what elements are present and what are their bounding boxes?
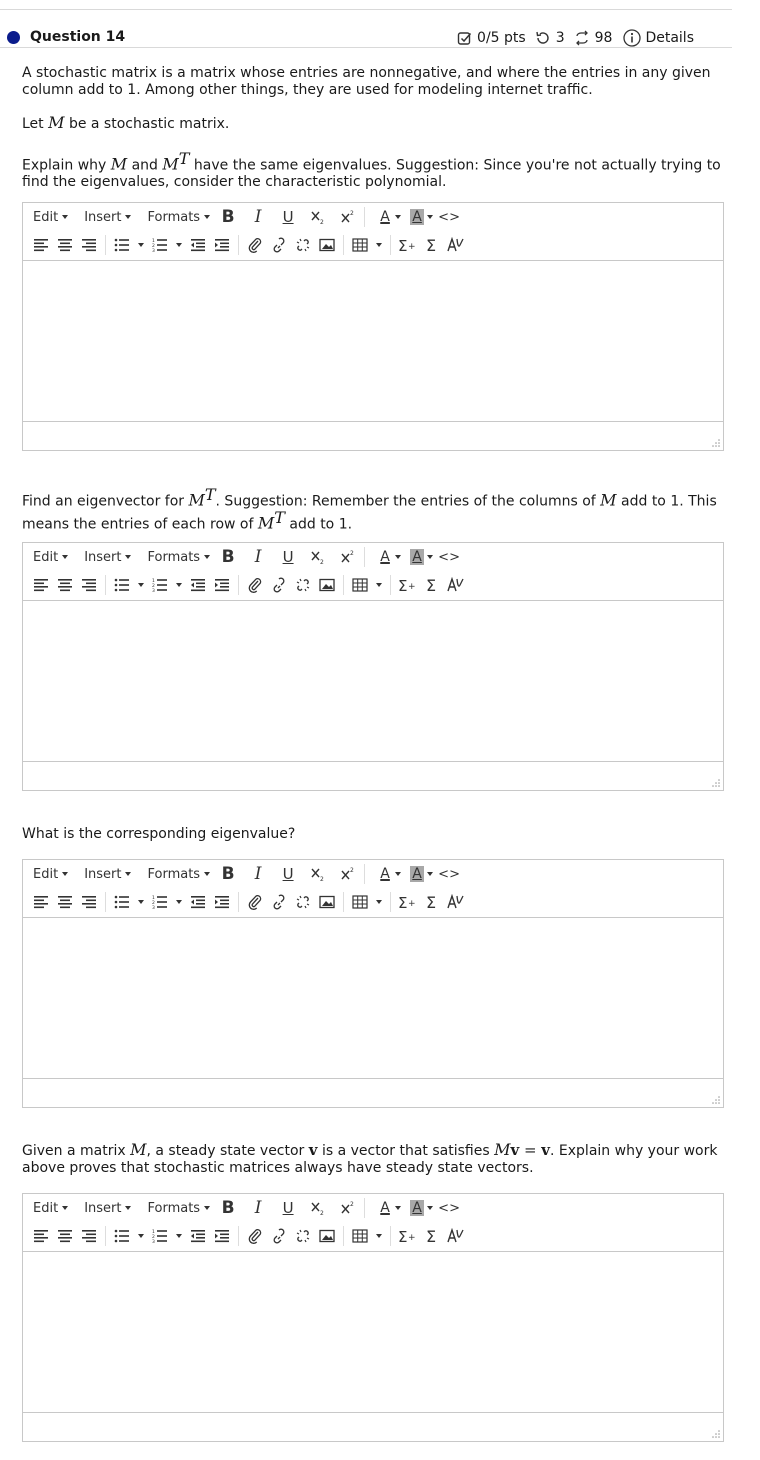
answer-editor-3 xyxy=(22,859,724,1108)
image-icon xyxy=(319,578,335,592)
math-m: M xyxy=(48,113,65,132)
math-m: M xyxy=(130,1140,147,1159)
answer-editor-4 xyxy=(22,1193,724,1442)
part3-text: What is the corresponding eigenvalue? xyxy=(22,826,296,842)
bullet-list-icon xyxy=(114,1229,130,1243)
source-code-button[interactable]: <> xyxy=(438,866,460,882)
image-button[interactable] xyxy=(315,233,339,257)
subscript-icon xyxy=(310,1200,326,1216)
numbered-list-button[interactable] xyxy=(148,233,172,257)
attachment-button[interactable] xyxy=(243,890,267,914)
svg-text:1: 1 xyxy=(152,1230,155,1235)
unlink-icon xyxy=(295,1228,311,1244)
paperclip-icon xyxy=(247,894,263,910)
svg-text:Σ: Σ xyxy=(398,1228,408,1244)
part3-prompt xyxy=(22,826,726,843)
font-color-button[interactable]: A xyxy=(380,866,390,882)
svg-text:1: 1 xyxy=(152,239,155,244)
indent-icon xyxy=(214,578,230,592)
editor-content[interactable] xyxy=(23,1252,723,1412)
math-v: v xyxy=(510,1141,520,1159)
score-text: 0/5 pts xyxy=(477,30,526,46)
background-color-button[interactable] xyxy=(405,545,429,569)
resize-handle-icon[interactable] xyxy=(711,1095,721,1105)
editor-statusbar xyxy=(23,1412,723,1441)
table-button[interactable] xyxy=(348,1224,372,1248)
sigma-plus-icon xyxy=(398,1228,416,1244)
align-right-button[interactable] xyxy=(77,233,101,257)
formats-menu-label: Formats xyxy=(147,209,201,225)
part4-post: . Explain why your work above proves that stochastic matrices always have steady state vectors. xyxy=(22,1143,718,1176)
edit-menu[interactable] xyxy=(33,210,68,225)
formats-menu-label: Formats xyxy=(147,866,201,882)
align-center-icon xyxy=(57,1229,73,1243)
part4-prompt xyxy=(22,1142,726,1176)
answer-editor-1 xyxy=(22,202,724,451)
svg-text:3: 3 xyxy=(152,249,155,252)
svg-text:+: + xyxy=(408,582,416,592)
indent-button[interactable] xyxy=(210,233,234,257)
answer-editor-2 xyxy=(22,542,724,791)
editor-statusbar xyxy=(23,421,723,450)
underline-button[interactable]: U xyxy=(282,548,294,566)
svg-text:3: 3 xyxy=(152,1240,155,1243)
svg-text:1: 1 xyxy=(152,896,155,901)
accessibility-check-button[interactable] xyxy=(443,573,467,597)
equation-plus-button[interactable] xyxy=(395,890,419,914)
editor-statusbar xyxy=(23,1078,723,1107)
bold-button[interactable]: B xyxy=(221,547,235,567)
part2-post: add to 1. xyxy=(284,516,353,533)
subscript-button[interactable] xyxy=(306,545,330,569)
formats-menu-label: Formats xyxy=(147,549,201,565)
equation-button[interactable]: Σ xyxy=(425,235,437,255)
let-post: be a stochastic matrix. xyxy=(64,116,230,132)
unlink-button[interactable] xyxy=(291,890,315,914)
align-right-button[interactable] xyxy=(77,573,101,597)
link-icon xyxy=(271,577,287,593)
formats-menu[interactable] xyxy=(147,867,210,882)
svg-text:Σ: Σ xyxy=(398,577,408,593)
unlink-icon xyxy=(295,237,311,253)
paperclip-icon xyxy=(247,577,263,593)
align-left-button[interactable] xyxy=(29,573,53,597)
font-color-button[interactable]: A xyxy=(380,1200,390,1216)
editor-toolbar xyxy=(23,543,723,601)
indent-button[interactable] xyxy=(210,573,234,597)
score-checkbox-icon xyxy=(457,31,472,46)
align-right-icon xyxy=(81,578,97,592)
svg-text:Σ: Σ xyxy=(398,894,408,910)
insert-menu[interactable] xyxy=(84,867,131,882)
indent-icon xyxy=(214,1229,230,1243)
attempts-icon xyxy=(535,30,551,46)
resize-handle-icon[interactable] xyxy=(711,778,721,788)
table-icon xyxy=(352,238,368,252)
bullet-list-icon xyxy=(114,578,130,592)
svg-text:3: 3 xyxy=(152,589,155,592)
accessibility-check-icon xyxy=(446,1228,464,1244)
insert-menu[interactable] xyxy=(84,1201,131,1216)
align-center-button[interactable] xyxy=(53,890,77,914)
background-color-button[interactable] xyxy=(405,205,429,229)
edit-menu-label: Edit xyxy=(33,866,59,882)
outdent-button[interactable] xyxy=(186,233,210,257)
table-icon xyxy=(352,578,368,592)
align-center-icon xyxy=(57,238,73,252)
math-v: v xyxy=(308,1141,318,1159)
intro-text xyxy=(22,65,726,98)
bold-button[interactable]: B xyxy=(221,1198,235,1218)
image-button[interactable] xyxy=(315,890,339,914)
outdent-button[interactable] xyxy=(186,1224,210,1248)
bold-button[interactable]: B xyxy=(221,864,235,884)
align-left-icon xyxy=(33,895,49,909)
accessibility-check-icon xyxy=(446,577,464,593)
align-right-button[interactable] xyxy=(77,890,101,914)
numbered-list-icon xyxy=(152,238,168,252)
svg-text:2: 2 xyxy=(350,210,354,217)
align-left-button[interactable] xyxy=(29,890,53,914)
sigma-plus-icon xyxy=(398,577,416,593)
equation-plus-button[interactable] xyxy=(395,1224,419,1248)
background-color-button[interactable] xyxy=(405,1196,429,1220)
superscript-button[interactable] xyxy=(336,205,360,229)
formats-menu[interactable] xyxy=(147,210,210,225)
sigma-plus-icon xyxy=(398,237,416,253)
superscript-icon xyxy=(340,209,356,225)
math-transpose: T xyxy=(204,485,216,504)
link-button[interactable] xyxy=(267,1224,291,1248)
background-color-label: A xyxy=(412,209,422,225)
math-m: M xyxy=(494,1140,511,1159)
editor-toolbar xyxy=(23,860,723,918)
unlink-icon xyxy=(295,577,311,593)
numbered-list-icon xyxy=(152,1229,168,1243)
equation-button[interactable]: Σ xyxy=(425,892,437,912)
insert-menu[interactable] xyxy=(84,550,131,565)
outdent-button[interactable] xyxy=(186,890,210,914)
source-code-button[interactable]: <> xyxy=(438,209,460,225)
superscript-icon xyxy=(340,1200,356,1216)
math-equals: = xyxy=(519,1141,542,1159)
align-left-button[interactable] xyxy=(29,1224,53,1248)
link-icon xyxy=(271,1228,287,1244)
attachment-button[interactable] xyxy=(243,1224,267,1248)
bullet-list-button[interactable] xyxy=(110,890,134,914)
formats-menu[interactable] xyxy=(147,1201,210,1216)
numbered-list-icon xyxy=(152,895,168,909)
unlink-button[interactable] xyxy=(291,233,315,257)
table-icon xyxy=(352,895,368,909)
superscript-button[interactable] xyxy=(336,862,360,886)
italic-button[interactable]: I xyxy=(254,207,262,227)
background-color-label: A xyxy=(412,1200,422,1216)
part2-pre: Find an eigenvector for xyxy=(22,493,189,510)
details-label: Details xyxy=(645,30,694,46)
unlink-button[interactable] xyxy=(291,573,315,597)
accessibility-check-icon xyxy=(446,894,464,910)
attachment-button[interactable] xyxy=(243,573,267,597)
details-link[interactable] xyxy=(623,29,694,47)
question-header xyxy=(0,10,732,48)
svg-text:2: 2 xyxy=(152,901,155,906)
resize-handle-icon[interactable] xyxy=(711,1429,721,1439)
align-right-icon xyxy=(81,1229,97,1243)
edit-menu[interactable] xyxy=(33,867,68,882)
align-center-button[interactable] xyxy=(53,1224,77,1248)
numbered-list-icon xyxy=(152,578,168,592)
image-button[interactable] xyxy=(315,573,339,597)
accessibility-check-icon xyxy=(446,237,464,253)
table-button[interactable] xyxy=(348,890,372,914)
question-status-dot xyxy=(7,31,20,44)
submissions-count: 98 xyxy=(594,30,613,46)
part2-prompt xyxy=(22,487,726,533)
math-m: M xyxy=(600,490,617,510)
image-icon xyxy=(319,895,335,909)
subscript-icon xyxy=(310,866,326,882)
editor-content[interactable] xyxy=(23,261,723,421)
sigma-plus-icon xyxy=(398,894,416,910)
svg-text:2: 2 xyxy=(152,584,155,589)
link-icon xyxy=(271,237,287,253)
bullet-list-icon xyxy=(114,895,130,909)
align-left-icon xyxy=(33,238,49,252)
bullet-list-icon xyxy=(114,238,130,252)
part1-post: have the same eigenvalues. Suggestion: Since you're not actually trying to find the eigenvalues, consider the characteristic polynomial. xyxy=(22,157,721,191)
attempts-count: 3 xyxy=(555,30,565,46)
svg-text:+: + xyxy=(408,899,416,909)
paperclip-icon xyxy=(247,237,263,253)
italic-button[interactable]: I xyxy=(254,547,262,567)
background-color-button[interactable] xyxy=(405,862,429,886)
link-button[interactable] xyxy=(267,233,291,257)
font-color-button[interactable]: A xyxy=(380,549,390,565)
table-button[interactable] xyxy=(348,233,372,257)
svg-text:2: 2 xyxy=(320,559,324,565)
background-color-label: A xyxy=(412,549,422,565)
part1-pre: Explain why xyxy=(22,157,111,174)
editor-content[interactable] xyxy=(23,918,723,1078)
align-right-button[interactable] xyxy=(77,1224,101,1248)
accessibility-check-button[interactable] xyxy=(443,1224,467,1248)
indent-icon xyxy=(214,895,230,909)
align-left-icon xyxy=(33,1229,49,1243)
math-transpose: T xyxy=(274,508,285,528)
align-right-icon xyxy=(81,238,97,252)
editor-toolbar xyxy=(23,203,723,261)
underline-button[interactable]: U xyxy=(282,208,294,226)
svg-text:Σ: Σ xyxy=(398,237,408,253)
formats-menu-label: Formats xyxy=(147,1200,201,1216)
link-button[interactable] xyxy=(267,890,291,914)
editor-toolbar xyxy=(23,1194,723,1252)
outdent-icon xyxy=(190,238,206,252)
part4-pre: Given a matrix xyxy=(22,1143,131,1159)
intro-definition: A stochastic matrix is a matrix whose entries are nonnegative, and where the entries in any given column add to 1. Among other things, they are used for modeling internet traffic. xyxy=(22,65,711,98)
svg-text:2: 2 xyxy=(350,1201,354,1208)
svg-text:2: 2 xyxy=(350,550,354,557)
svg-text:+: + xyxy=(408,1233,416,1243)
align-left-icon xyxy=(33,578,49,592)
edit-menu-label: Edit xyxy=(33,1200,59,1216)
attachment-button[interactable] xyxy=(243,233,267,257)
equation-plus-button[interactable] xyxy=(395,573,419,597)
superscript-icon xyxy=(340,549,356,565)
italic-button[interactable]: I xyxy=(254,864,262,884)
underline-button[interactable]: U xyxy=(282,865,294,883)
superscript-button[interactable] xyxy=(336,1196,360,1220)
subscript-button[interactable] xyxy=(306,205,330,229)
numbered-list-button[interactable] xyxy=(148,1224,172,1248)
accessibility-check-button[interactable] xyxy=(443,890,467,914)
svg-text:2: 2 xyxy=(152,244,155,249)
editor-statusbar xyxy=(23,761,723,790)
part1-prompt xyxy=(22,151,726,191)
part2-mid: . Suggestion: Remember the entries of the columns of xyxy=(215,493,601,510)
background-color-label: A xyxy=(412,866,422,882)
insert-menu-label: Insert xyxy=(84,549,122,565)
subscript-icon xyxy=(310,209,326,225)
math-transpose: T xyxy=(178,149,190,168)
indent-button[interactable] xyxy=(210,1224,234,1248)
link-icon xyxy=(271,894,287,910)
bullet-list-button[interactable] xyxy=(110,573,134,597)
align-center-icon xyxy=(57,578,73,592)
align-left-button[interactable] xyxy=(29,233,53,257)
source-code-button[interactable]: <> xyxy=(438,549,460,565)
svg-text:2: 2 xyxy=(320,219,324,225)
align-center-icon xyxy=(57,895,73,909)
edit-menu-label: Edit xyxy=(33,549,59,565)
edit-menu[interactable] xyxy=(33,550,68,565)
part4-mid2: is a vector that satisfies xyxy=(317,1143,495,1159)
link-button[interactable] xyxy=(267,573,291,597)
image-icon xyxy=(319,1229,335,1243)
intro-let xyxy=(22,115,726,133)
part4-mid: , a steady state vector xyxy=(146,1143,309,1159)
svg-text:1: 1 xyxy=(152,579,155,584)
superscript-button[interactable] xyxy=(336,545,360,569)
bullet-list-button[interactable] xyxy=(110,233,134,257)
edit-menu[interactable] xyxy=(33,1201,68,1216)
table-button[interactable] xyxy=(348,573,372,597)
table-icon xyxy=(352,1229,368,1243)
outdent-icon xyxy=(190,895,206,909)
accessibility-check-button[interactable] xyxy=(443,233,467,257)
part2-mid2: add to 1. This means the entries of each row of xyxy=(22,493,717,533)
math-m: M xyxy=(110,154,128,174)
subscript-icon xyxy=(310,549,326,565)
align-right-icon xyxy=(81,895,97,909)
unlink-button[interactable] xyxy=(291,1224,315,1248)
insert-menu-label: Insert xyxy=(84,866,122,882)
insert-menu[interactable] xyxy=(84,210,131,225)
svg-text:2: 2 xyxy=(320,1210,324,1216)
source-code-button[interactable]: <> xyxy=(438,1200,460,1216)
info-icon xyxy=(623,29,641,47)
svg-text:2: 2 xyxy=(152,1235,155,1240)
italic-button[interactable]: I xyxy=(254,1198,262,1218)
equation-button[interactable]: Σ xyxy=(425,575,437,595)
svg-text:2: 2 xyxy=(350,867,354,874)
math-v: v xyxy=(541,1141,551,1159)
question-meta xyxy=(457,29,694,47)
outdent-icon xyxy=(190,1229,206,1243)
let-pre: Let xyxy=(22,116,49,132)
align-center-button[interactable] xyxy=(53,233,77,257)
submissions-icon xyxy=(574,30,590,46)
equation-plus-button[interactable] xyxy=(395,233,419,257)
math-m: M xyxy=(257,513,275,533)
subscript-button[interactable] xyxy=(306,862,330,886)
math-m: M xyxy=(162,154,179,174)
superscript-icon xyxy=(340,866,356,882)
paperclip-icon xyxy=(247,1228,263,1244)
edit-menu-label: Edit xyxy=(33,209,59,225)
align-center-button[interactable] xyxy=(53,573,77,597)
question-title: Question 14 xyxy=(30,29,126,45)
part1-mid: and xyxy=(127,157,163,174)
unlink-icon xyxy=(295,894,311,910)
underline-button[interactable]: U xyxy=(282,1199,294,1217)
numbered-list-button[interactable] xyxy=(148,573,172,597)
formats-menu[interactable] xyxy=(147,550,210,565)
outdent-icon xyxy=(190,578,206,592)
image-icon xyxy=(319,238,335,252)
resize-handle-icon[interactable] xyxy=(711,438,721,448)
insert-menu-label: Insert xyxy=(84,1200,122,1216)
insert-menu-label: Insert xyxy=(84,209,122,225)
svg-text:3: 3 xyxy=(152,906,155,909)
indent-icon xyxy=(214,238,230,252)
subscript-button[interactable] xyxy=(306,1196,330,1220)
outdent-button[interactable] xyxy=(186,573,210,597)
editor-content[interactable] xyxy=(23,601,723,761)
svg-text:2: 2 xyxy=(320,876,324,882)
font-color-button[interactable]: A xyxy=(380,209,390,225)
indent-button[interactable] xyxy=(210,890,234,914)
equation-button[interactable]: Σ xyxy=(425,1226,437,1246)
math-m: M xyxy=(188,490,205,510)
image-button[interactable] xyxy=(315,1224,339,1248)
bold-button[interactable]: B xyxy=(221,207,235,227)
numbered-list-button[interactable] xyxy=(148,890,172,914)
bullet-list-button[interactable] xyxy=(110,1224,134,1248)
svg-text:+: + xyxy=(408,242,416,252)
